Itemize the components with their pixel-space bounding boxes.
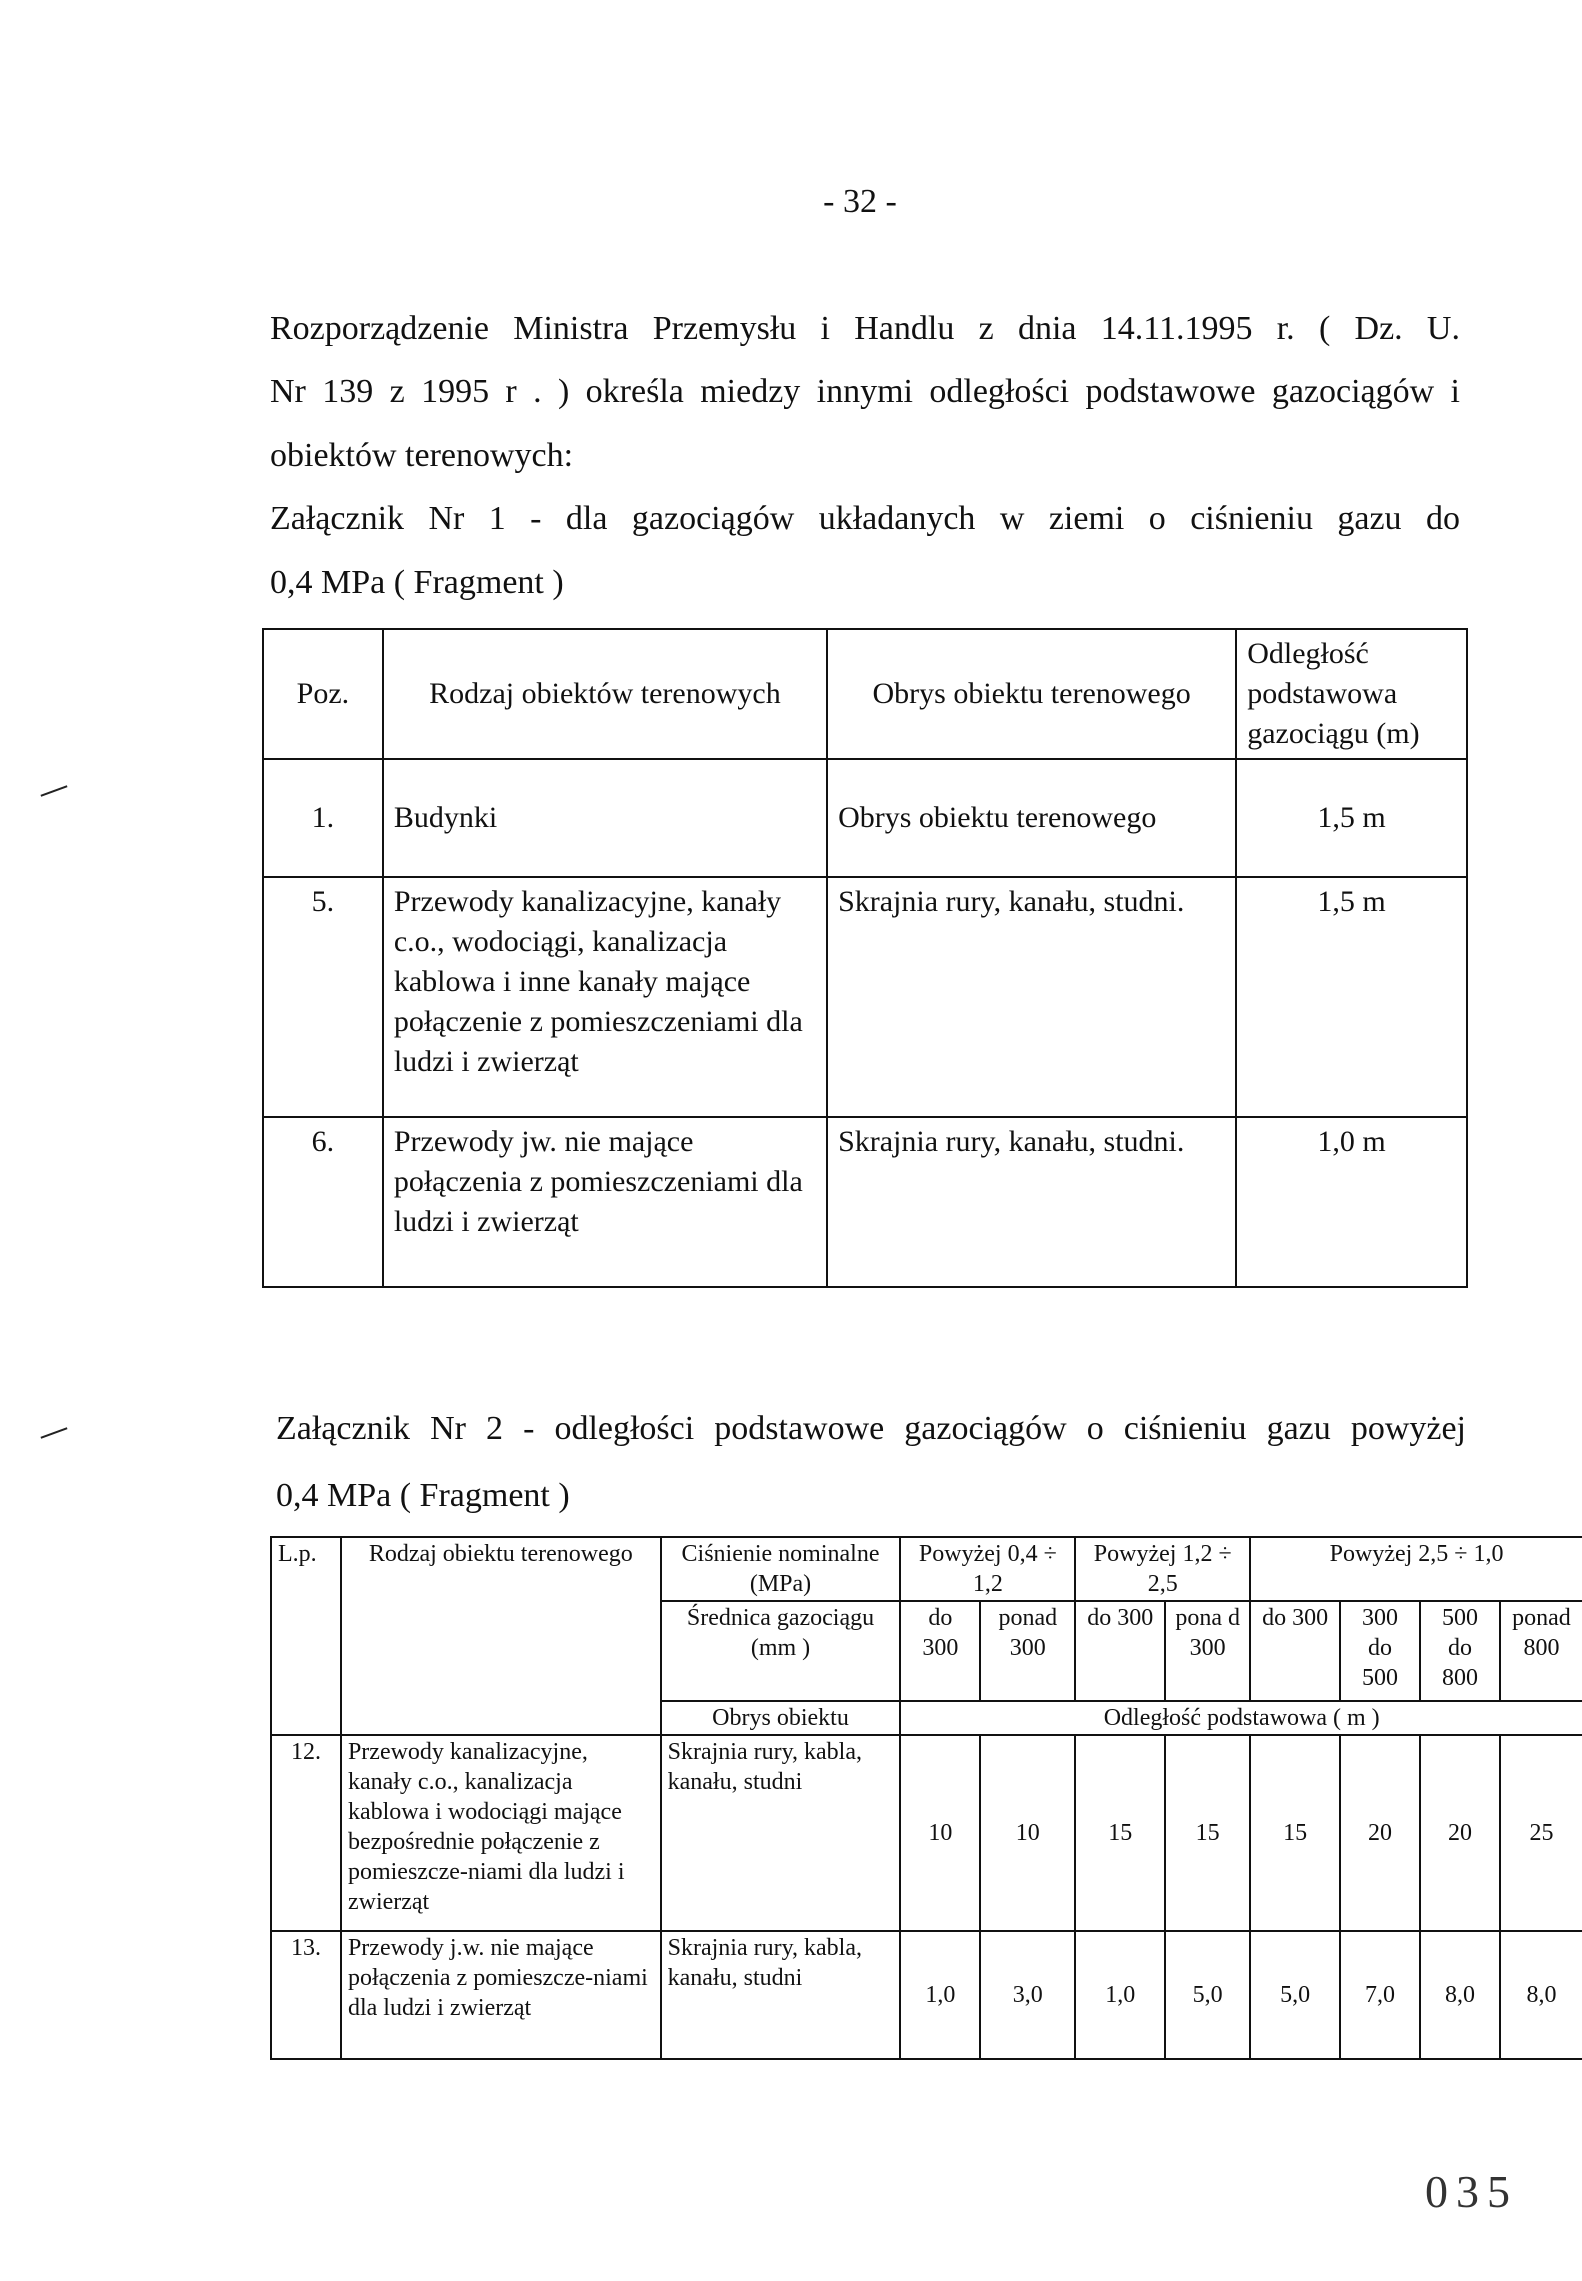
table-header-row — [271, 1537, 1582, 1601]
header-d8: ponad 800 — [1500, 1601, 1582, 1701]
cell-obrys: Obrys obiektu terenowego — [827, 759, 1236, 877]
header-odleglosc: Odległość podstawowa ( m ) — [900, 1701, 1582, 1735]
cell-poz: 6. — [263, 1117, 383, 1287]
cell-value: 1,0 — [1075, 1931, 1165, 2059]
intro-paragraph — [270, 310, 1460, 610]
cell-obrys: Skrajnia rury, kabla, kanału, studni — [661, 1931, 901, 2059]
table-row — [271, 1931, 1582, 2059]
cell-value: 7,0 — [1340, 1931, 1420, 2059]
header-powyzej-2: Powyżej 1,2 ÷ 2,5 — [1075, 1537, 1250, 1601]
annex2-paragraph — [276, 1410, 1466, 1530]
header-d4: pona d 300 — [1165, 1601, 1250, 1701]
archive-number: 035 — [1425, 2166, 1518, 2217]
intro-line: Załącznik Nr 1 - dla gazociągów układanych w ziemi o ciśnieniu gazu do — [270, 500, 1460, 537]
header-srednica: Średnica gazociągu (mm ) — [661, 1601, 901, 1701]
cell-value: 1,0 — [900, 1931, 980, 2059]
annex2-line: Załącznik Nr 2 - odległości podstawowe gazociągów o ciśnieniu gazu powyżej — [276, 1410, 1466, 1447]
cell-value: 10 — [900, 1735, 980, 1931]
cell-value: 10 — [980, 1735, 1075, 1931]
table-row — [263, 759, 1467, 877]
cell-odleglosc: 1,5 m — [1236, 759, 1467, 877]
intro-line: 0,4 MPa ( Fragment ) — [270, 564, 564, 601]
cell-lp: 13. — [271, 1931, 341, 2059]
cell-rodzaj: Przewody jw. nie mające połączenia z pomieszczeniami dla ludzi i zwierząt — [383, 1117, 827, 1287]
cell-value: 25 — [1500, 1735, 1582, 1931]
annex1-table — [262, 628, 1468, 1288]
header-poz: Poz. — [263, 629, 383, 759]
header-obrys: Obrys obiektu — [661, 1701, 901, 1735]
cell-obrys: Skrajnia rury, kanału, studni. — [827, 1117, 1236, 1287]
header-powyzej-1: Powyżej 0,4 ÷ 1,2 — [900, 1537, 1075, 1601]
header-powyzej-3: Powyżej 2,5 ÷ 1,0 — [1250, 1537, 1582, 1601]
header-d3: do 300 — [1075, 1601, 1165, 1701]
cell-value: 3,0 — [980, 1931, 1075, 2059]
cell-value: 20 — [1420, 1735, 1500, 1931]
cell-obrys: Skrajnia rury, kanału, studni. — [827, 877, 1236, 1117]
cell-value: 8,0 — [1500, 1931, 1582, 2059]
cell-rodzaj: Przewody j.w. nie mające połączenia z pomieszcze-niami dla ludzi i zwierząt — [341, 1931, 661, 2059]
cell-rodzaj: Budynki — [383, 759, 827, 877]
header-d2: ponad 300 — [980, 1601, 1075, 1701]
margin-mark — [41, 1427, 68, 1438]
header-rodzaj: Rodzaj obiektu terenowego — [341, 1537, 661, 1735]
intro-line: Rozporządzenie Ministra Przemysłu i Handlu z dnia 14.11.1995 r. ( Dz. U. — [270, 310, 1460, 347]
annex2-line: 0,4 MPa ( Fragment ) — [276, 1477, 570, 1514]
cell-value: 20 — [1340, 1735, 1420, 1931]
cell-value: 15 — [1250, 1735, 1340, 1931]
cell-poz: 1. — [263, 759, 383, 877]
header-lp: L.p. — [271, 1537, 341, 1735]
header-d5: do 300 — [1250, 1601, 1340, 1701]
header-d7: 500 do 800 — [1420, 1601, 1500, 1701]
margin-mark — [41, 785, 68, 796]
cell-value: 5,0 — [1250, 1931, 1340, 2059]
intro-line: obiektów terenowych: — [270, 437, 574, 474]
header-obrys: Obrys obiektu terenowego — [827, 629, 1236, 759]
cell-value: 15 — [1075, 1735, 1165, 1931]
cell-poz: 5. — [263, 877, 383, 1117]
cell-rodzaj: Przewody kanalizacyjne, kanały c.o., kanalizacja kablowa i wodociągi mające bezpośrednie połączenie z pomieszcze-niami dla ludzi i zwierząt — [341, 1735, 661, 1931]
cell-value: 5,0 — [1165, 1931, 1250, 2059]
cell-obrys: Skrajnia rury, kabla, kanału, studni — [661, 1735, 901, 1931]
table-row — [263, 1117, 1467, 1287]
table-header-row — [263, 629, 1467, 759]
header-d6: 300 do 500 — [1340, 1601, 1420, 1701]
cell-odleglosc: 1,0 m — [1236, 1117, 1467, 1287]
header-rodzaj: Rodzaj obiektów terenowych — [383, 629, 827, 759]
header-cisnienie: Ciśnienie nominalne (MPa) — [661, 1537, 901, 1601]
cell-lp: 12. — [271, 1735, 341, 1931]
header-odleglosc: Odległość podstawowa gazociągu (m) — [1236, 629, 1467, 759]
cell-value: 8,0 — [1420, 1931, 1500, 2059]
intro-line: Nr 139 z 1995 r . ) określa miedzy innymi odległości podstawowe gazociągów i — [270, 373, 1460, 410]
table-row — [263, 877, 1467, 1117]
page-number: - 32 - — [823, 183, 897, 220]
table-row — [271, 1735, 1582, 1931]
cell-value: 15 — [1165, 1735, 1250, 1931]
cell-rodzaj: Przewody kanalizacyjne, kanały c.o., wodociągi, kanalizacja kablowa i inne kanały mające połączenie z pomieszczeniami dla ludzi i zwierząt — [383, 877, 827, 1117]
header-d1: do 300 — [900, 1601, 980, 1701]
annex2-table — [270, 1536, 1582, 2060]
cell-odleglosc: 1,5 m — [1236, 877, 1467, 1117]
